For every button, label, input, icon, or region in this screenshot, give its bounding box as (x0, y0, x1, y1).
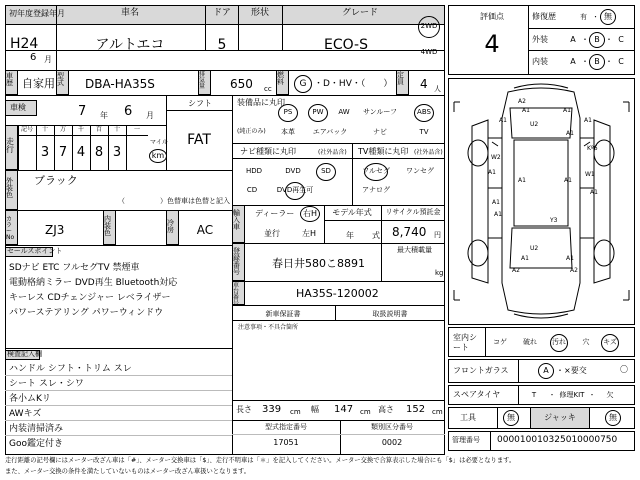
nav-item: CD (246, 186, 258, 194)
diagram-label: A1 (499, 117, 507, 124)
type-no: 17051 (273, 438, 299, 447)
interior-sheet-label: 室内シート (453, 333, 477, 353)
interior-grade: B (594, 57, 600, 66)
equipment-item: TV (419, 128, 429, 136)
unit-mile: マイル (150, 139, 168, 146)
grade-label: グレード (341, 8, 379, 18)
mileage-label: 走行 (6, 137, 14, 154)
spare-item: ・ (588, 391, 596, 399)
grade-sep: ・ (605, 57, 613, 66)
diagram-label: A1 (494, 211, 502, 218)
chassis-label: 車台番号 (233, 282, 240, 307)
diagram-label: U2 (530, 245, 539, 252)
score: 4 (484, 30, 500, 58)
exterior-note: （ ）色替車は色替と記入 (118, 197, 230, 205)
reg-month: 6 (30, 52, 37, 63)
car-name-label: 車名 (120, 8, 140, 18)
sheet-item: キズ (603, 338, 617, 346)
spare-item: T (531, 391, 537, 399)
displacement-unit: cc (264, 85, 272, 93)
import-left: 左H (302, 229, 317, 238)
diagram-label: A1 (566, 130, 574, 137)
digit-header: 十 (113, 126, 121, 133)
nav-item: SD (321, 167, 331, 175)
new-car-warranty: 新車保証書 (265, 310, 301, 318)
fuel-g: G (299, 79, 307, 89)
diagram-label: A1 (563, 107, 571, 114)
sales-line-3: キーレス CDチェンジャー レベライザー (9, 293, 171, 303)
spare-item: 欠 (606, 391, 614, 399)
footer-line-2: また、メーター交換の条件を満たしていないものはメーター改ざん車扱いとなります。 (5, 468, 251, 475)
repair-dot: ・ (592, 13, 599, 21)
length-label: 長さ (236, 405, 252, 414)
notes-label: 注意事項・不具合箇所 (238, 324, 299, 331)
inspector-line-1: ハンドル シフト・トリム スレ (9, 364, 132, 374)
diagram-label: A1 (584, 117, 592, 124)
inspector-line-3: 各小ムKリ (9, 394, 51, 404)
equipment-item: PS (283, 108, 293, 116)
exterior-grade: A (570, 35, 576, 44)
model-label: 型式 (57, 72, 64, 87)
sheet-item: 汚れ (552, 338, 566, 346)
usage: 自家用 (22, 77, 55, 90)
exterior-color: ブラック (34, 174, 78, 187)
diagram-label: A2 (518, 98, 526, 105)
diagram-label: A1 (566, 255, 574, 262)
sheet-item: 破れ (523, 338, 537, 346)
mgmt-number: 000010010325010000750 (497, 435, 618, 445)
diagram-label: A2 (512, 267, 520, 274)
inspector-label: 検査記入欄 (7, 350, 42, 358)
registration-label: 登録番号 (233, 247, 240, 276)
diagram-label: W2 (491, 154, 501, 161)
digit-header: 万 (59, 126, 67, 133)
class-no: 0002 (381, 438, 403, 447)
width-label: 幅 (311, 405, 319, 414)
shift: FAT (187, 132, 211, 148)
grade-sep: ・ (605, 35, 613, 44)
registration: 春日井580こ8891 (272, 257, 365, 270)
mgmt-label: 管理番号 (452, 436, 480, 444)
sales-line-1: SDナビ ETC フルセグTV 禁煙車 (9, 263, 140, 273)
repair-no: 無 (604, 12, 612, 21)
length-unit: cm (290, 408, 301, 416)
model-unit: 式 (372, 231, 380, 240)
capacity-unit: 人 (434, 85, 441, 93)
sales-line-2: 電動格納ミラー DVD再生 Bluetooth対応 (9, 278, 178, 288)
diagram-label: A1 (521, 255, 529, 262)
ac-label: 冷房 (167, 219, 174, 234)
mileage-digit: 8 (94, 145, 104, 160)
equipment-item: ナビ (373, 128, 387, 136)
front-glass-zero: 〇 (620, 365, 628, 374)
nav-item: HDD (245, 167, 263, 175)
model: DBA-HA35S (85, 77, 155, 91)
diagram-label: A2 (570, 267, 578, 274)
car-name: アルトエコ (95, 37, 165, 53)
usage-label: 車歴 (6, 72, 13, 87)
door-label: ドア (213, 8, 231, 18)
spare-item: ・ (548, 391, 556, 399)
drive-4wd: 4WD (420, 48, 438, 56)
color-no-label: カラーNo (6, 216, 15, 241)
exterior-grade-label: 外装 (532, 35, 548, 44)
chassis: HA35S-120002 (296, 287, 379, 300)
diagram-label: A1 (518, 177, 526, 184)
sheet-item: コゲ (493, 338, 507, 346)
interior-label: 内装色 (104, 215, 111, 237)
interior-grade-label: 内装 (532, 57, 548, 66)
equipment-item: PW (312, 108, 324, 116)
displacement: 650 (230, 77, 253, 91)
max-load-unit: kg (435, 269, 444, 277)
inspection-year-unit: 年 (100, 111, 108, 120)
class-label: 類別区分番号 (371, 423, 413, 431)
digit-header: 記号 (20, 126, 34, 133)
diagram-label: U2 (530, 121, 539, 128)
sales-line-4: パワーステアリング パワーウィンドウ (9, 308, 164, 318)
repair-yes: 有 (580, 13, 587, 21)
nav-item: DVD再生可 (276, 186, 314, 194)
grade-sep: ・ (581, 35, 589, 44)
width-unit: cm (360, 408, 371, 416)
height: 152 (406, 404, 426, 415)
tv-item: アナログ (362, 186, 390, 194)
doors: 5 (217, 37, 227, 53)
diagram-label: A1 (564, 177, 572, 184)
shape-label: 形状 (250, 8, 270, 18)
spare-label: スペアタイヤ (453, 390, 501, 399)
digit-header: 一 (133, 126, 141, 133)
tools-label: 工具 (460, 413, 476, 422)
width: 147 (334, 404, 354, 415)
tv-item: ワンセグ (406, 167, 434, 175)
recycle: 8,740 (392, 225, 427, 239)
diagram-label: A1 (522, 107, 530, 114)
mileage-digit: 3 (40, 145, 50, 160)
height-unit: cm (432, 408, 443, 416)
capacity: 4 (420, 77, 428, 91)
mileage-digit: 3 (112, 145, 122, 160)
year-era: H24 (10, 36, 39, 52)
unit-km: km (151, 151, 165, 160)
front-glass-label: フロントガラス (453, 366, 509, 375)
car-outline-diagram (448, 78, 635, 325)
nav-sub: (社外品含) (318, 149, 347, 156)
tools-none: 無 (507, 413, 515, 422)
inspector-line-6: Goo鑑定付き (9, 439, 63, 449)
max-load-label: 最大積載量 (397, 246, 432, 254)
height-label: 高さ (378, 405, 394, 414)
nav-item: DVD (285, 167, 301, 175)
repair-label: 修復歴 (532, 12, 556, 21)
front-glass-swap: ・×要交 (556, 366, 587, 375)
inspection-label: 車検 (10, 103, 26, 112)
model-year-label: モデル年式 (332, 208, 372, 217)
inspection-month-unit: 月 (146, 111, 154, 120)
inspector-line-4: AWキズ (9, 409, 42, 419)
displacement-label: 排気量 (199, 71, 206, 90)
import-dealer: ディーラー (255, 209, 295, 218)
year-label: 初年度登録年月 (9, 9, 65, 18)
drive-2wd: 2WD (420, 22, 438, 30)
diagram-label: A1 (488, 169, 496, 176)
exterior-grade: C (618, 35, 624, 44)
fuel-label: 燃料 (277, 71, 284, 86)
nav-header: ナビ種類に丸印 (240, 147, 296, 156)
jack-label: ジャッキ (544, 413, 576, 422)
interior-grade: A (570, 57, 576, 66)
footer-line-1: 走行距離の記号欄にはメーター改ざん車は「#」、メーター交換車は「$」、走行不明車は「＊」を記入してください。メーター交換で合算表示した場合にも「$」は必要となります。 (5, 457, 516, 464)
exterior-grade: B (594, 35, 600, 44)
front-glass-a: A (543, 366, 549, 375)
inspector-line-2: シート スレ・シワ (9, 379, 84, 389)
equipment-item: サンルーフ (362, 108, 398, 116)
mileage-digit: 4 (76, 145, 86, 160)
tv-item: フルセグ (362, 167, 390, 175)
import-parallel: 並行 (264, 229, 280, 238)
type-label: 型式指定番号 (265, 423, 307, 431)
capacity-label: 定員 (397, 71, 404, 86)
grade-sep: ・ (581, 57, 589, 66)
recycle-yen: 円 (434, 231, 441, 239)
manual: 取扱説明書 (372, 310, 408, 318)
grade: ECO-S (324, 37, 368, 53)
model-year-unit: 年 (346, 231, 354, 240)
interior-grade: C (618, 57, 624, 66)
diagram-label: A1 (492, 199, 500, 206)
equipment-item: 本革 (281, 128, 295, 136)
inspection-year: 7 (78, 104, 87, 119)
import-right: 右H (302, 209, 318, 218)
equipment-sub: (純正のみ) (237, 128, 266, 135)
fuel-others: ・D・HV・（ ） (314, 79, 393, 89)
equipment-item: ABS (417, 108, 431, 116)
equipment-label: 装備品に丸印 (237, 98, 285, 107)
tv-header: TV種類に丸印 (358, 147, 409, 156)
digit-header: 千 (77, 126, 85, 133)
equipment-item: エアバック (312, 128, 348, 136)
diagram-label: W1 (585, 171, 595, 178)
import-label: 輸入車 (233, 209, 240, 231)
diagram-label: A1 (590, 189, 598, 196)
equipment-item: AW (338, 108, 350, 116)
jack-none: 無 (609, 413, 617, 422)
diagram-label: Kº6 (587, 145, 598, 152)
sheet-item: 穴 (582, 338, 590, 346)
spare-item: 修理KIT (559, 391, 585, 399)
length: 339 (262, 404, 282, 415)
tv-sub: (社外品含) (414, 149, 443, 156)
recycle-label: リサイクル預託金 (385, 208, 441, 216)
score-label: 評価点 (480, 12, 504, 21)
mileage-digit: 7 (58, 145, 68, 160)
inspector-line-5: 内装清掃済み (9, 424, 64, 434)
exterior-label: 外装色 (6, 177, 13, 199)
diagram-label: Y3 (550, 217, 558, 224)
ac: AC (196, 223, 214, 237)
reg-month-unit: 月 (44, 55, 52, 64)
digit-header: 十 (41, 126, 49, 133)
inspection-month: 6 (124, 104, 133, 119)
shift-label: シフト (188, 99, 212, 108)
color-no: ZJ3 (45, 223, 65, 237)
digit-header: 百 (95, 126, 103, 133)
sales-points-label: セールスポイント (7, 247, 63, 255)
